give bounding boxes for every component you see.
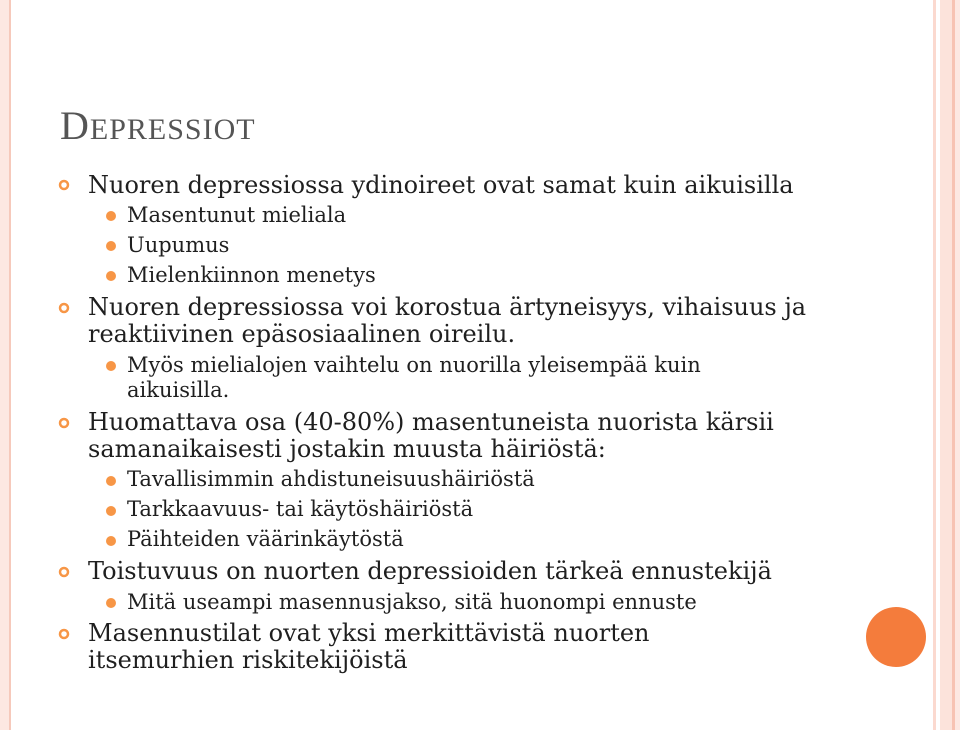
sub-bullet-dot-icon [106, 506, 116, 516]
bullet-ring-icon [58, 628, 70, 640]
bullet-1-line-1: Nuoren depressiossa ydinoireet ovat samat kuin aikuisilla [88, 171, 794, 199]
bullet-3-line-2: samanaikaisesti jostakin muusta häiriöstä: [88, 435, 606, 463]
bullet-ring-icon [58, 179, 70, 191]
sub-bullet-dot-icon [106, 536, 116, 546]
bullet-5-line-2: itsemurhien riskitekijöistä [88, 646, 408, 674]
slide-title: DEPRESSIOT [60, 103, 256, 148]
sub-bullet-3-2: Tarkkaavuus- tai käytöshäiriöstä [127, 497, 474, 521]
bullet-4-line-1: Toistuvuus on nuorten depressioiden tärkeä ennustekijä [88, 557, 772, 585]
orange-circle-decoration [866, 607, 926, 667]
sub-bullet-dot-icon [106, 476, 116, 486]
bullet-5-line-1: Masennustilat ovat yksi merkittävistä nuorten [88, 619, 650, 647]
bullet-ring-icon [58, 302, 70, 314]
right-stripes-decoration [930, 0, 960, 730]
sub-bullet-1-3: Mielenkiinnon menetys [127, 263, 376, 287]
bullet-2-line-2: reaktiivinen epäsosiaalinen oireilu. [88, 320, 516, 348]
sub-bullet-1-1: Masentunut mieliala [127, 203, 347, 227]
sub-bullet-4-1: Mitä useampi masennusjakso, sitä huonompi ennuste [127, 590, 697, 614]
sub-bullet-3-1: Tavallisimmin ahdistuneisuushäiriöstä [127, 467, 535, 491]
sub-bullet-dot-icon [106, 598, 116, 608]
sub-bullet-1-2: Uupumus [127, 233, 230, 257]
sub-bullet-3-3: Päihteiden väärinkäytöstä [127, 527, 404, 551]
sub-bullet-dot-icon [106, 241, 116, 251]
left-border-decoration [0, 0, 14, 730]
bullet-ring-icon [58, 417, 70, 429]
sub-bullet-dot-icon [106, 271, 116, 281]
bullet-2-line-1: Nuoren depressiossa voi korostua ärtyneisyys, vihaisuus ja [88, 293, 807, 321]
bullet-3-line-1: Huomattava osa (40-80%) masentuneista nuorista kärsii [88, 408, 774, 436]
sub-bullet-dot-icon [106, 361, 116, 371]
bullet-ring-icon [58, 566, 70, 578]
sub-bullet-2-1-line-1: Myös mielialojen vaihtelu on nuorilla yleisempää kuin [127, 353, 701, 377]
sub-bullet-2-1-line-2: aikuisilla. [127, 378, 230, 402]
sub-bullet-dot-icon [106, 211, 116, 221]
